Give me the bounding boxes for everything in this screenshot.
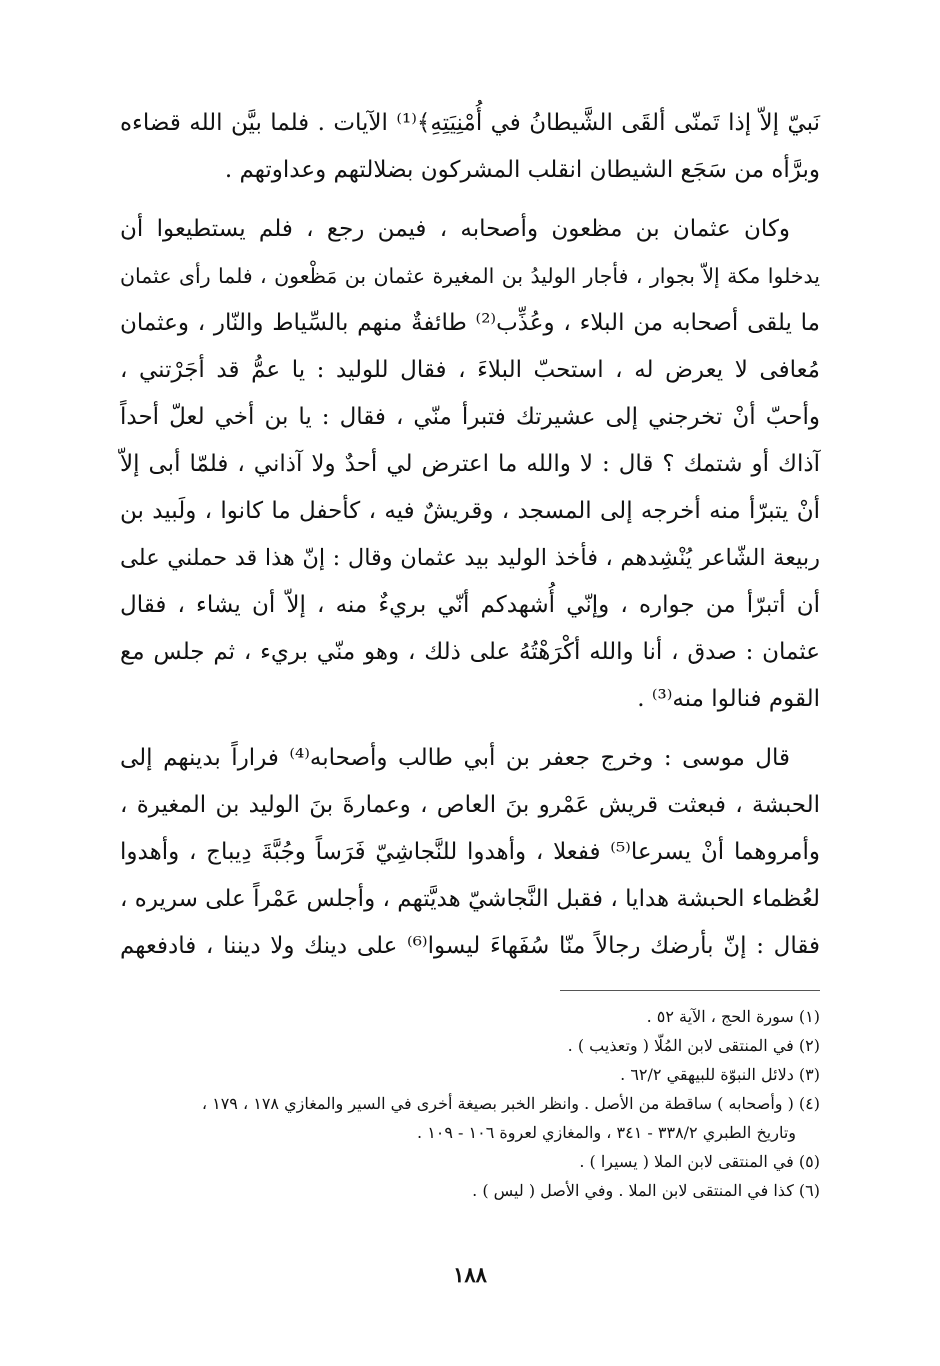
text-line: ما يلقى أصحابه من البلاء ، وعُذِّب⁽²⁾ طائفةٌ منهم بالسِّياط والنّار ، وعثمان: [120, 310, 820, 336]
footnote: (٥) في المنتقى لابن الملا ( يسيرا ) .: [579, 1152, 820, 1171]
text-line: وأحبّ أنْ تخرجني إلى عشيرتك فتبرأ منّي ، فقال : يا بن أخي لعلّ أحداً: [120, 404, 820, 430]
text-line: يدخلوا مكة إلاّ بجوار ، فأجار الوليدُ بن المغيرة عثمان بن مَظْعون ، فلما رأى عثمان: [120, 264, 820, 288]
text-line: لعُظماء الحبشة هدايا ، فقبل النَّجاشيّ هديَّتهم ، وأجلس عَمْراً على سريره ،: [120, 886, 820, 912]
footnote: (٣) دلائل النبوّة للبيهقي ٦٢/٢ .: [620, 1065, 820, 1084]
text-line: وبرَّأه من سَجَع الشيطان انقلب المشركون بضلالتهم وعداوتهم .: [224, 157, 820, 183]
text-line: أن أتبرّأ من جواره ، وإنّي أُشهدكم أنّي بريءٌ منه ، إلاّ أن يشاء ، فقال: [120, 592, 820, 618]
footnote: (٦) كذا في المنتقى لابن الملا . وفي الأصل ( ليس ) .: [472, 1181, 820, 1200]
paragraph-gap: [120, 723, 820, 735]
text-line: فقال : إنّ بأرضك رجالاً منّا سُفَهاءَ ليسوا⁽⁶⁾ على دينك ولا ديننا ، فادفعهم: [120, 933, 820, 959]
footnote-separator: [560, 990, 820, 991]
paragraph-gap: [120, 194, 820, 206]
text-line: ربيعة الشّاعر يُنْشِدهم ، فأخذ الوليد بيد عثمان وقال : إنّ هذا قد حملني على: [120, 545, 820, 571]
footnote: (٤) ( وأصحابه ) ساقطة من الأصل . وانظر الخبر بصيغة أخرى في السير والمغازي ١٧٨ ، ١٧٩ ،: [201, 1094, 820, 1113]
paragraph-2: [120, 206, 820, 723]
text-line: قال موسى : وخرج جعفر بن أبي طالب وأصحابه⁽⁴⁾ فراراً بدينهم إلى: [120, 745, 790, 771]
text-line: وكان عثمان بن مظعون وأصحابه ، فيمن رجع ، فلم يستطيعوا أن: [120, 216, 790, 242]
page-number: ١٨٨: [453, 1262, 487, 1287]
footnote: (١) سورة الحج ، الآية ٥٢ .: [646, 1007, 820, 1026]
text-line: أنْ يتبرّأ منه أخرجه إلى المسجد ، وقريشٌ فيه ، كأحفل ما كانوا ، ولَبيد بن: [120, 498, 820, 524]
text-line: مُعافى لا يعرض له ، استحبّ البلاءَ ، فقال للوليد : يا عمُّ قد أجَرْتني ،: [120, 357, 820, 383]
main-text: [120, 100, 820, 970]
text-line: الحبشة ، فبعثت قريش عَمْرو بنَ العاص ، وعمارةَ بنَ الوليد بن المغيرة ،: [120, 792, 820, 818]
text-line: عثمان : صدق ، أنا والله أكْرَهْتُهُ على ذلك ، وهو منّي بريء ، ثم جلس مع: [120, 639, 820, 665]
text-line: نَبيّ إلاّ إذا تَمنّى ألقَى الشَّيطانُ في أُمْنِيَتِهِ﴾⁽¹⁾ الآيات . فلما بيَّن الله قضاءه: [120, 110, 820, 136]
paragraph-1: [120, 100, 820, 194]
footnote-continuation: وتاريخ الطبري ٣٣٨/٢ - ٣٤١ ، والمغازي لعروة ١٠٦ - ١٠٩ .: [417, 1123, 796, 1142]
text-line: القوم فنالوا منه⁽³⁾ .: [637, 686, 820, 712]
footnote: (٢) في المنتقى لابن المُلّا ( وتعذيب ) .: [567, 1036, 820, 1055]
footnotes: [120, 1002, 820, 1205]
text-line: آذاك أو شتمك ؟ قال : لا والله ما اعترض لي أحدٌ ولا آذاني ، فلمّا أبى إلاّ: [120, 451, 820, 477]
text-line: وأمروهما أنْ يسرعا⁽⁵⁾ ففعلا ، وأهدوا للنَّجاشِيّ فَرَساً وجُبَّةَ دِيباج ، وأهدوا: [120, 839, 820, 865]
paragraph-3: [120, 735, 820, 970]
